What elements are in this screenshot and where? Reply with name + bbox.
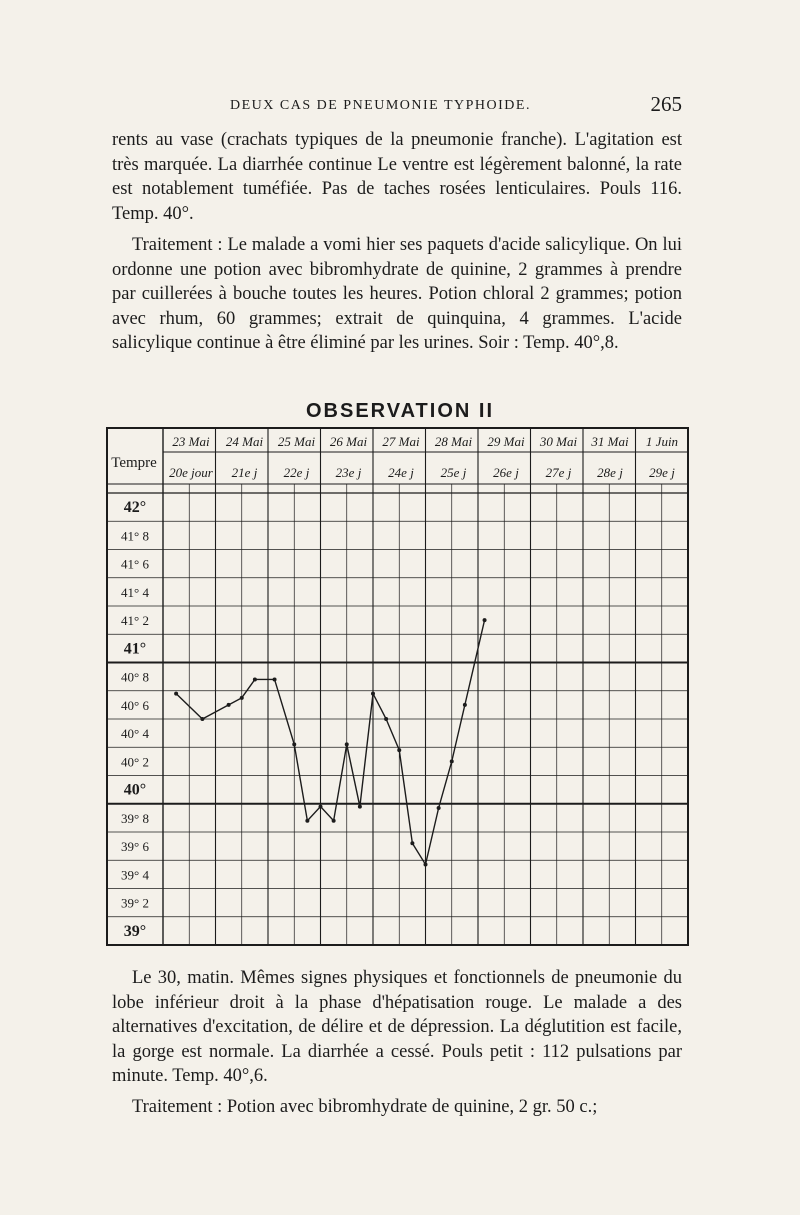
data-point — [319, 805, 323, 809]
temperature-line — [176, 620, 484, 864]
y-tick-label: 40° 2 — [121, 754, 149, 770]
y-tick-label: 41° 4 — [121, 584, 149, 600]
y-tick-label: 41° — [123, 640, 147, 658]
data-point — [305, 819, 309, 823]
day-label: 24e j — [388, 465, 414, 480]
running-title: DEUX CAS DE PNEUMONIE TYPHOIDE. — [230, 98, 531, 113]
day-label: 23e j — [335, 465, 362, 480]
date-label: 28 Mai — [434, 434, 473, 449]
y-tick-label: 40° 6 — [121, 697, 149, 713]
date-label: 25 Mai — [277, 434, 316, 449]
chart-title: OBSERVATION II — [305, 400, 495, 422]
date-label: 1 Juin — [645, 434, 679, 449]
paragraph-4: Traitement : Potion avec bibromhydrate de quinine, 2 gr. 50 c.; — [132, 1097, 598, 1117]
y-tick-label: 40° — [123, 781, 147, 799]
day-label: 26e j — [493, 465, 519, 480]
data-point — [424, 862, 428, 866]
day-label: 21e j — [231, 465, 258, 480]
y-tick-label: 39° 4 — [121, 867, 149, 883]
data-point — [450, 759, 454, 763]
data-point — [397, 748, 401, 752]
paragraph-3: Le 30, matin. Mêmes signes physiques et fonctionnels de pneumonie du lobe inférieur droit à la phase d'hépatisation rouge. Le malade a des alternatives d'excitation, de délire et de dépression. La déglutition est facile, la gorge est normale. La diarrhée a cessé. Pouls petit : 112 pulsations par minute. Temp. 40°,6. — [112, 968, 682, 1086]
y-tick-label: 41° 2 — [121, 613, 149, 629]
data-point — [345, 742, 349, 746]
data-point — [200, 717, 204, 721]
day-label: 27e j — [545, 465, 572, 480]
y-tick-label: 41° 8 — [121, 528, 149, 544]
y-tick-label: 40° 8 — [121, 669, 149, 685]
data-point — [253, 677, 257, 681]
date-label: 26 Mai — [329, 434, 368, 449]
data-point — [384, 717, 388, 721]
data-point — [174, 692, 178, 696]
day-label: 28e j — [597, 465, 623, 480]
data-point — [240, 696, 244, 700]
data-point — [227, 703, 231, 707]
date-label: 30 Mai — [539, 434, 578, 449]
y-tick-label: 42° — [123, 499, 147, 517]
data-point — [463, 703, 467, 707]
y-tick-label: 39° 2 — [121, 895, 149, 911]
paragraph-1: rents au vase (crachats typiques de la pneumonie franche). L'agitation est très marquée. La diarrhée continue Le ventre est légèrement balonné, la rate est notablement tuméfiée. Pas de taches rosées lenticulaires. Pouls 116. Temp. 40°. — [112, 130, 682, 224]
data-point — [410, 841, 414, 845]
page-number: 265 — [650, 92, 682, 116]
y-tick-label: 39° 6 — [121, 839, 149, 855]
day-label: 29e j — [649, 465, 675, 480]
data-point — [437, 806, 441, 810]
data-point — [273, 677, 277, 681]
data-point — [358, 805, 362, 809]
date-label: 24 Mai — [225, 434, 264, 449]
date-label: 27 Mai — [382, 434, 420, 449]
data-point — [483, 618, 487, 622]
data-point — [292, 742, 296, 746]
data-point — [371, 692, 375, 696]
day-label: 20e jour — [169, 465, 213, 480]
date-label: 29 Mai — [487, 434, 525, 449]
day-label: 22e j — [283, 465, 310, 480]
y-axis-label: Tempre — [111, 455, 157, 471]
y-tick-label: 39° — [123, 922, 147, 940]
date-label: 23 Mai — [172, 434, 210, 449]
chart-frame — [107, 428, 688, 945]
y-tick-label: 41° 6 — [121, 556, 149, 572]
paragraph-2: Traitement : Le malade a vomi hier ses paquets d'acide salicylique. On lui ordonne une potion avec bibromhydrate de quinine, 2 grammes à prendre par cuillerées à bouche toutes les heures. Potion chloral 2 grammes; potion avec rhum, 60 grammes; extrait de quinquina, 4 grammes. L'acide salicylique continue à être éliminé par les urines. Soir : Temp. 40°,8. — [112, 235, 682, 353]
day-label: 25e j — [440, 465, 467, 480]
y-tick-label: 39° 8 — [121, 810, 149, 826]
y-tick-label: 40° 4 — [121, 726, 149, 742]
data-point — [332, 819, 336, 823]
date-label: 31 Mai — [591, 434, 629, 449]
